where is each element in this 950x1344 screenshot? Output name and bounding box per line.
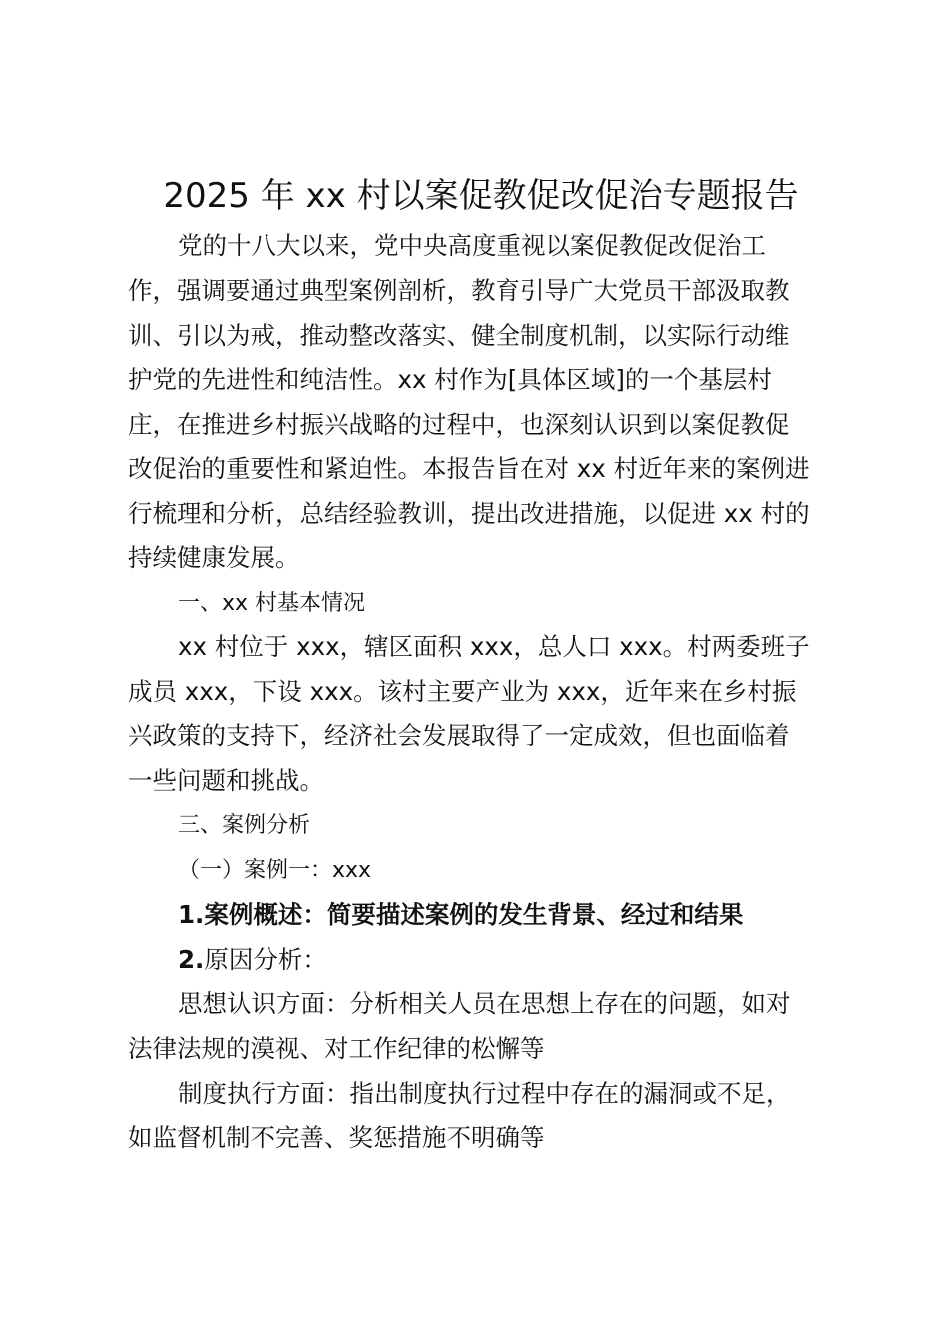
section1-line: 成员 xxx，下设 xxx。该村主要产业为 xxx，近年来在乡村振 <box>128 677 797 706</box>
section1-line: xx 村位于 xxx，辖区面积 xxx，总人口 xxx。村两委班子 <box>178 632 810 661</box>
case1-cause-heading-text: 2.原因分析： <box>178 945 327 974</box>
intro-line: 庄，在推进乡村振兴战略的过程中，也深刻认识到以案促教促 <box>128 410 790 439</box>
section-heading-case-analysis: 三、案例分析 <box>178 813 311 838</box>
intro-line: 作，强调要通过典型案例剖析，教育引导广大党员干部汲取教 <box>128 276 790 305</box>
document-title: 2025 年 xx 村以案促教促改促治专题报告 <box>163 176 799 216</box>
system-line: 制度执行方面：指出制度执行过程中存在的漏洞或不足， <box>178 1079 791 1108</box>
system-line: 如监督机制不完善、奖惩措施不明确等 <box>128 1123 545 1152</box>
intro-line: 改促治的重要性和紧迫性。本报告旨在对 xx 村近年来的案例进 <box>128 454 810 483</box>
section1-line: 一些问题和挑战。 <box>128 766 324 795</box>
case1-heading: （一）案例一：xxx <box>178 858 372 883</box>
case1-overview: 1.案例概述：简要描述案例的发生背景、经过和结果 <box>178 900 744 929</box>
thought-line: 思想认识方面：分析相关人员在思想上存在的问题，如对 <box>178 989 791 1018</box>
intro-line: 持续健康发展。 <box>128 543 300 572</box>
thought-line: 法律法规的漠视、对工作纪律的松懈等 <box>128 1034 545 1063</box>
case1-cause-number: 2. <box>178 945 205 974</box>
section-heading-basic-info: 一、xx 村基本情况 <box>178 591 366 616</box>
intro-line: 行梳理和分析，总结经验教训，提出改进措施，以促进 xx 村的 <box>128 499 810 528</box>
intro-line: 护党的先进性和纯洁性。xx 村作为[具体区域]的一个基层村 <box>128 365 772 394</box>
intro-line: 训、引以为戒，推动整改落实、健全制度机制，以实际行动维 <box>128 321 790 350</box>
section1-line: 兴政策的支持下，经济社会发展取得了一定成效，但也面临着 <box>128 721 790 750</box>
case1-cause-heading <box>178 944 327 976</box>
intro-line: 党的十八大以来，党中央高度重视以案促教促改促治工 <box>178 231 766 260</box>
